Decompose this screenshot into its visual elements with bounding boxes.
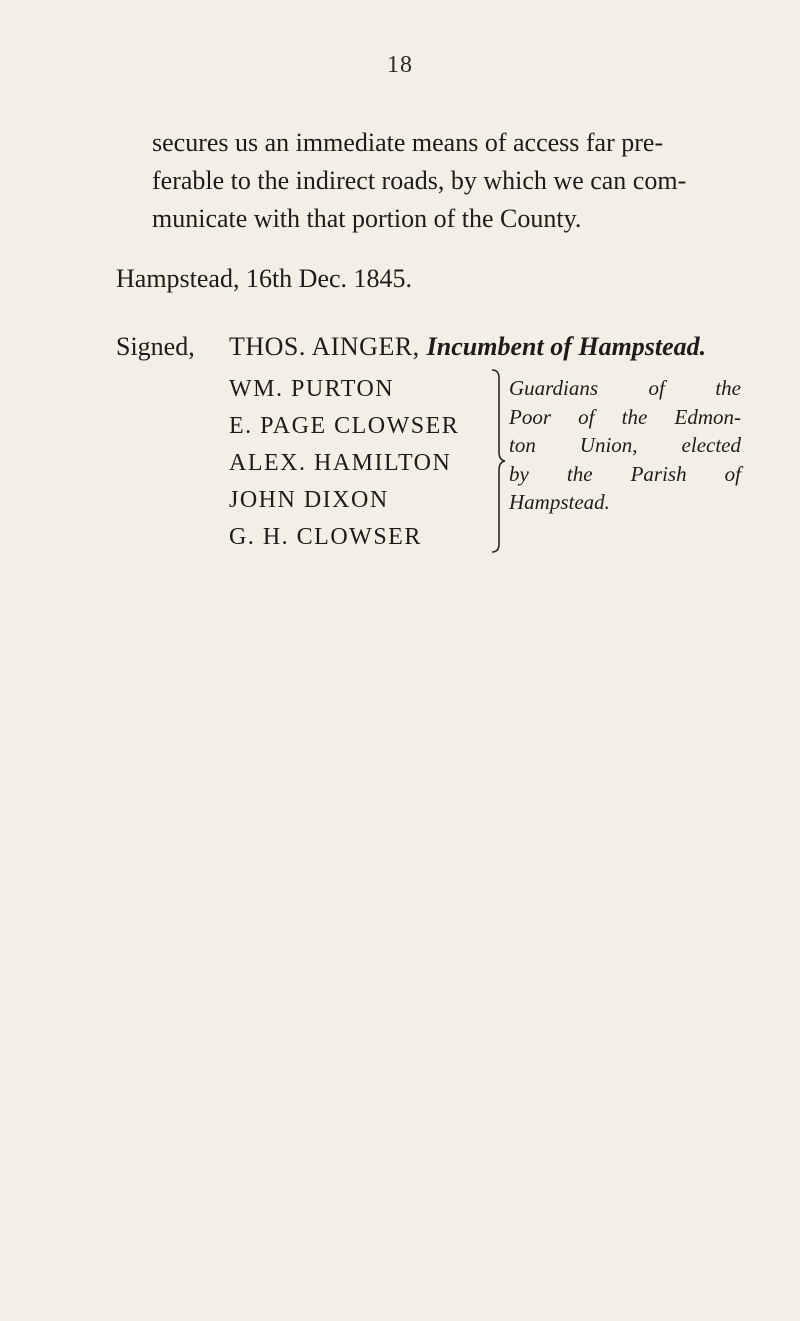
first-signer <box>229 332 706 362</box>
guardian-name: JOHN DIXON <box>229 487 389 513</box>
paragraph-line: ferable to the indirect roads, by which we can com- <box>152 166 687 195</box>
right-brace-icon <box>490 368 508 554</box>
paragraph-line: municate with that portion of the County. <box>152 204 582 233</box>
guardian-note-line: Guardians of the <box>509 376 741 400</box>
page-number: 18 <box>387 52 413 78</box>
guardian-name: WM. PURTON <box>229 376 395 402</box>
first-signer-name: THOS. AINGER, <box>229 332 420 361</box>
guardian-name: G. H. CLOWSER <box>229 524 422 550</box>
dateline: Hampstead, 16th Dec. 1845. <box>116 264 413 293</box>
guardian-name: ALEX. HAMILTON <box>229 450 452 476</box>
signed-label: Signed, <box>116 332 195 361</box>
guardian-names <box>229 371 459 556</box>
guardian-note-line: ton Union, elected <box>509 433 741 457</box>
paragraph-line: secures us an immediate means of access far pre- <box>152 128 664 157</box>
first-signer-title: Incumbent of Hampstead. <box>426 332 707 361</box>
guardian-note-line: Poor of the Edmon- <box>509 404 741 429</box>
guardian-note-line: Hampstead. <box>509 490 610 514</box>
guardian-name: E. PAGE CLOWSER <box>229 413 460 439</box>
guardian-note-line: by the Parish of <box>509 461 741 486</box>
body-paragraph <box>152 124 752 238</box>
guardian-note <box>509 374 741 517</box>
